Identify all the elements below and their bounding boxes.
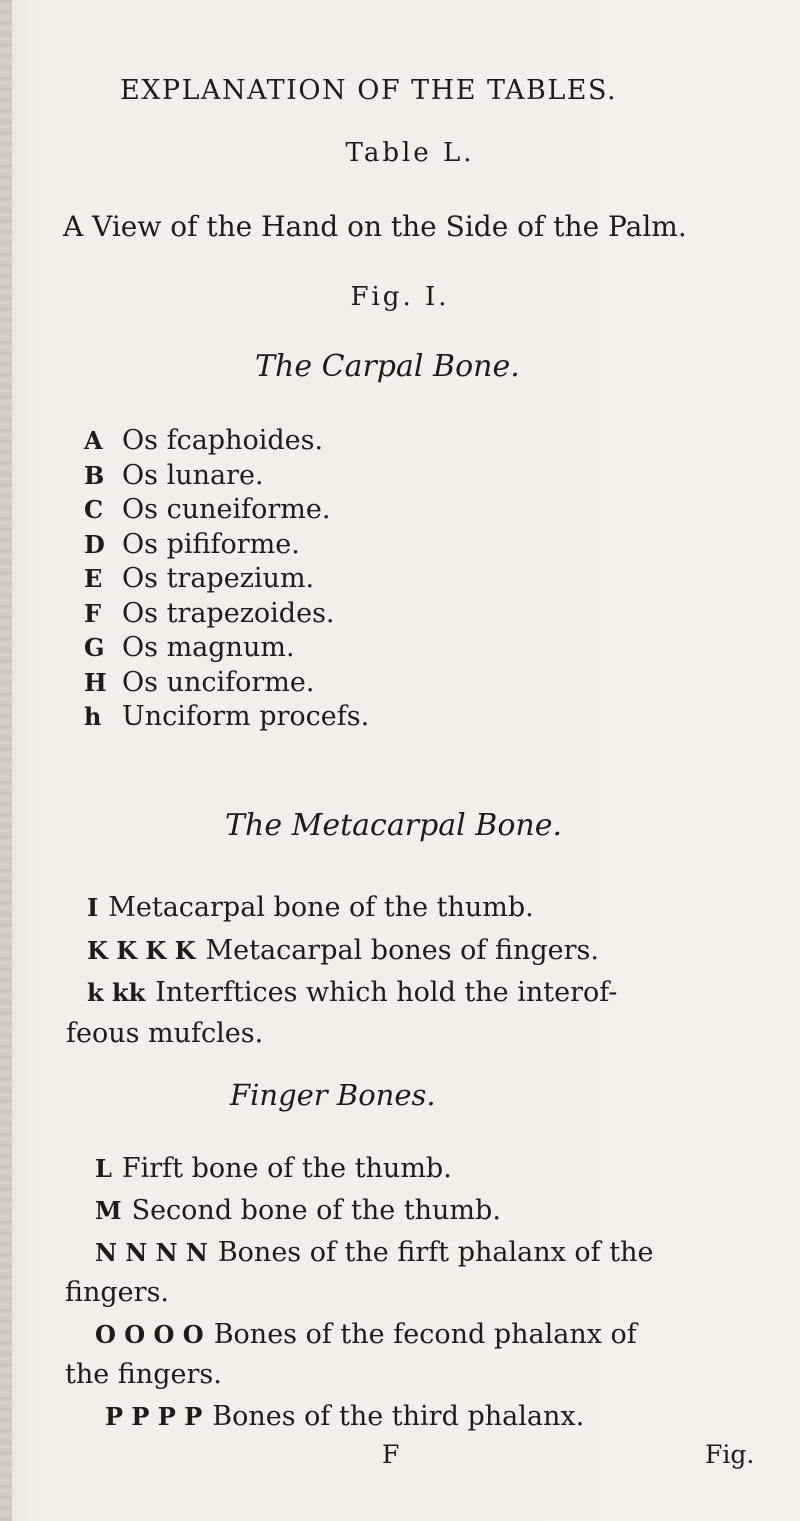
metacarpal-heading: The Metacarpal Bone. [225, 808, 563, 843]
list-item [95, 1195, 501, 1226]
carpal-list [84, 425, 369, 736]
list-item [84, 425, 369, 460]
item-text: the fingers. [65, 1359, 222, 1390]
item-text: feous mufcles. [66, 1018, 264, 1049]
item-text: Os magnum. [122, 632, 295, 663]
list-item-continuation [65, 1277, 169, 1308]
list-item [95, 1153, 452, 1184]
item-text: Metacarpal bones of fingers. [205, 935, 599, 966]
item-text: Os unciforme. [122, 666, 315, 698]
item-letter: A [84, 426, 103, 455]
item-text: Bones of the firft phalanx of the [217, 1237, 654, 1268]
view-title: A View of the Hand on the Side of the Palm. [63, 210, 687, 243]
item-letter: k kk [87, 978, 146, 1007]
list-item [87, 977, 617, 1008]
item-letter: E [84, 564, 103, 593]
item-text: Second bone of the thumb. [131, 1195, 501, 1226]
list-item [87, 935, 599, 966]
list-item [87, 892, 534, 923]
list-item-continuation [65, 1359, 222, 1390]
list-item [84, 667, 369, 702]
item-text: Os fcaphoides. [122, 425, 324, 456]
item-letter: B [84, 460, 105, 490]
item-text: Os trapezium. [122, 563, 315, 594]
item-text: Os pififorme. [122, 528, 300, 560]
signature-mark: F [382, 1440, 400, 1469]
list-item [84, 529, 369, 564]
item-text: Os lunare. [122, 459, 264, 491]
list-item [105, 1401, 584, 1432]
item-text: Os cuneiforme. [122, 494, 331, 525]
item-text: fingers. [65, 1277, 170, 1308]
item-text: Metacarpal bone of the thumb. [108, 892, 534, 923]
item-letter: H [84, 667, 107, 697]
finger-heading: Finger Bones. [230, 1078, 436, 1112]
item-letter: L [95, 1154, 112, 1183]
item-letter: D [84, 529, 105, 559]
list-item [84, 563, 369, 598]
item-letter: G [84, 633, 105, 662]
list-item [84, 460, 369, 495]
item-text: Interftices which hold the interof- [155, 977, 618, 1008]
list-item [84, 598, 369, 633]
list-item [84, 632, 369, 667]
list-item [84, 494, 369, 529]
item-letter: C [84, 495, 104, 524]
list-item [95, 1319, 637, 1350]
table-title-text: Table L. [345, 138, 475, 168]
item-text: Unciform procefs. [122, 701, 370, 732]
table-title [0, 138, 800, 168]
item-letter: P P P P [105, 1402, 203, 1431]
item-text: Firft bone of the thumb. [121, 1153, 452, 1184]
item-letter: K K K K [87, 936, 196, 965]
list-item-continuation [66, 1018, 263, 1049]
carpal-heading: The Carpal Bone. [255, 349, 520, 384]
list-item [95, 1237, 653, 1268]
item-letter: I [87, 893, 99, 922]
list-item [84, 701, 369, 736]
running-header: EXPLANATION OF THE TABLES. [120, 75, 618, 106]
item-text: Os trapezoides. [122, 597, 335, 629]
item-letter: F [84, 598, 102, 628]
catchword: Fig. [705, 1440, 755, 1469]
item-text: Bones of the third phalanx. [212, 1401, 585, 1432]
item-letter: O O O O [95, 1320, 204, 1349]
book-gutter [0, 0, 12, 1521]
item-letter: N N N N [95, 1238, 208, 1267]
item-letter: h [84, 702, 102, 731]
item-text: Bones of the fecond phalanx of [213, 1319, 637, 1350]
item-letter: M [95, 1196, 122, 1225]
figure-title: Fig. I. [350, 282, 450, 312]
